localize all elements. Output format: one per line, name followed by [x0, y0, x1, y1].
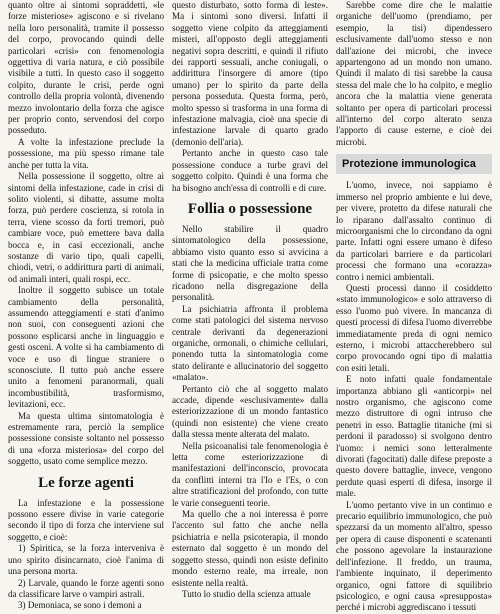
- paragraph: Pertanto ciò che al soggetto malato accade, dipende «esclusivamente» dalla esteriorizzazione di un mondo fantastico (quindi non esistente) che viene creato dalla stessa mente alterata del malato.: [172, 383, 328, 440]
- section-heading-follia: Follia o possessione: [187, 200, 313, 217]
- paragraph: Ma questa ultima sintomatologia è estremamente rara, perciò la semplice possessione consiste soltanto nel possesso di una «forza misteriosa» del corpo del soggetto, usato come semplice mezzo.: [8, 410, 164, 467]
- list-item: 2) Larvale, quando le forze agenti sono da classificare larve o vampiri astrali.: [8, 577, 164, 599]
- paragraph: Nello stabilire il quadro sintomatologico della possessione, abbiamo visto quanto esso si avvicina a stati che la medicina ufficiale tratta come forme di psicopatie, e che molto spesso ricadono nella disgregazione della personalità.: [172, 223, 328, 303]
- column-left: [8, 0, 164, 611]
- paragraph: quanto oltre ai sintomi sopraddetti, «le forze misteriose» agiscono e si rivelano nella loro personalità, tramite il possesso del corpo, provocando quindi delle particolari «crisi» con fenomenologia oggettiva di varia natura, e ciò possibile visibile a tutti. In questo caso il soggetto colpito, durante le crisi, perde ogni controllo della propria volontà, divenendo mezzo involontario della forza che agisce per proprio conto, servendosi del corpo posseduto.: [8, 0, 164, 136]
- column-middle: [172, 0, 328, 599]
- paragraph: Tutto lo studio della scienza attuale: [182, 588, 311, 599]
- paragraph: Nella possessione il soggetto, oltre ai sintomi della infestazione, cade in crisi di solito violenti, si dibatte, assume molta forza, può perdere coscienza, si rotola in terra, viene scosso da forti tremori, può cambiare voce, può emettere bava dalla bocca e, in casi eccezionali, anche sostanze di vario tipo, quali capelli, chiodi, vetri, o addirittura parti di animali, od animali interi, quali rospi, ecc.: [8, 171, 164, 284]
- paragraph: Inoltre il soggetto subisce un totale cambiamento della personalità, assumendo atteggiamenti e stati d'animo non suoi, con conseguenti azioni che possono esplicarsi anche in linguaggio e gesti osceni. A volte si ha cambiamento di voce e uso di lingue straniere o sconosciute. Il tutto può anche essere unito a fenomeni paranormali, quali incombustibilità, trasformismo, levitazioni, ecc.: [8, 285, 164, 410]
- paragraph: E noto infatti quale fondamentale importanza abbiano gli «anticorpi» nel nostro organismo, che agiscono come mezzo distruttore di ogni intruso che penetri in esso. Battaglie titaniche (mi si perdoni il paradosso) si svolgono dentro l'uomo: i nemici sono letteralmente divorati (fagocitati) dalle difese preposte a questo dovere battaglie, invece, vengono perdute quasi esperti di difesa, insorge il male.: [336, 374, 492, 499]
- paragraph: L'uomo pertanto vive in un continuo e precario equilibrio immunologico, che può spezzarsi da un momento all'altro, spesso per opera di cause disponenti e scatenanti che possono agevolare la instaurazione dell'infezione. Il freddo, un trauma, l'ambiente inquinato, il deperimento organico, ogni fattore di squilibrio psicologico, e ogni causa «presupposta» perché i microbi aggrediscano i tessuti: [336, 499, 492, 613]
- section-heading-forze-agenti: Le forze agenti: [38, 474, 134, 491]
- section-heading-protezione: Protezione immunologica: [336, 154, 492, 174]
- paragraph: Questi processi danno il cosiddetto «stato immunologico» e solo attraverso di esso l'uomo può vivere. In mancanza di questi processi di difesa l'uomo diverrebbe immediatamente preda di ogni nemico esterno, i microbi attaccherebbero sul corpo provocando ogni tipo di malattia con esiti letali.: [336, 282, 492, 373]
- list-item: 3) Demoniaca, se sono i demoni a: [18, 600, 142, 611]
- paragraph: L'uomo, invece, noi sappiamo è immerso nel proprio ambiente e lui deve, per vivere, protetto da difese naturali che lo riparano dall'assalto continuo di microorganismi che lo circondano da ogni parte. Infatti ogni essere umano è difeso da particolari barriere e da particolari processi che formano una «corazza» contro i nemici ambientali.: [336, 180, 492, 282]
- paragraph: A volte la infestazione precludе la possessione, ma più spesso rimane tale anche per tutta la vita.: [8, 136, 164, 170]
- paragraph: Nella psicoanalisi tale fenomenologia è letta come esteriorizzazione di manifestazioni dell'inconscio, provocata da conflitti interni tra l'Io e l'Es, o con altre stratificazioni del profondo, con tutte le varie conseguenti teorie.: [172, 440, 328, 508]
- list-item: 1) Spiritica, se la forza interveniva è uno spirito disincarnato, cioè l'anima di una persona morta.: [8, 543, 164, 577]
- paragraph: La psichiatria affronta il problema come stati patologici del sistema nervoso centrale derivanti da degenerazioni organiche, ormonali, o chimiche cellulari, ponendo tutta la sintomatologia come stato delirante e allucinatorio del soggetto «malato».: [172, 303, 328, 383]
- paragraph: Ma quello che a noi interessa è porre l'accento sul fatto che anche nella psichiatria e nella psicoterapia, il mondo esternato dal soggetto è un mondo del soggetto stesso, quindi non esiste definito mondo esterno reale, ma irreale, non esistente nella realtà.: [172, 509, 328, 588]
- paragraph: Sarebbe come dire che le malattie organiche dell'uomo (prendiamo, per esempio, la tisi) dipendessero esclusivamente dall'uomo stesso e non dall'azione dei microbi, che invece appartengono ad un mondo non umano. Quindi il malato di tisi sarebbe la causa stessa del male che lo ha colpito, e meglio ancora che la malattia viene generata soltanto per opera di particolari processi all'interno del corpo alterato senza l'apporto di cause esterne, e cioè dei microbi.: [336, 0, 492, 147]
- paragraph: Pertanto anche in questo caso tale possessione conduce a turbe gravi del soggetto colpito. Quindi è una forma che ha bisogno anch'essa di controlli e di cure.: [172, 148, 328, 193]
- paragraph: questo disturbato, sotto forma di leste». Ma i sintomi sono diversi. Infatti il soggetto viene colpito da atteggiamenti misteri, all'opposto degli atteggiamenti negativi sopra descritti, e quindi il rifiuto dei rapporti sessuali, anche coniugali, o addirittura l'insorgere di amore (tipo umano) per lo spirito da parte della persona posseduta. Questa forma, però, molto spesso si trasforma in una forma di infestazione malvagia, cioè una specie di infestazione larvale di quarto grado (demonio dell'aria).: [172, 0, 328, 147]
- paragraph: La infestazione e la possessione possono essere divise in varie categorie secondo il tipo di forza che interviene sul soggetto, e cioè:: [8, 497, 164, 542]
- column-right: [336, 0, 492, 613]
